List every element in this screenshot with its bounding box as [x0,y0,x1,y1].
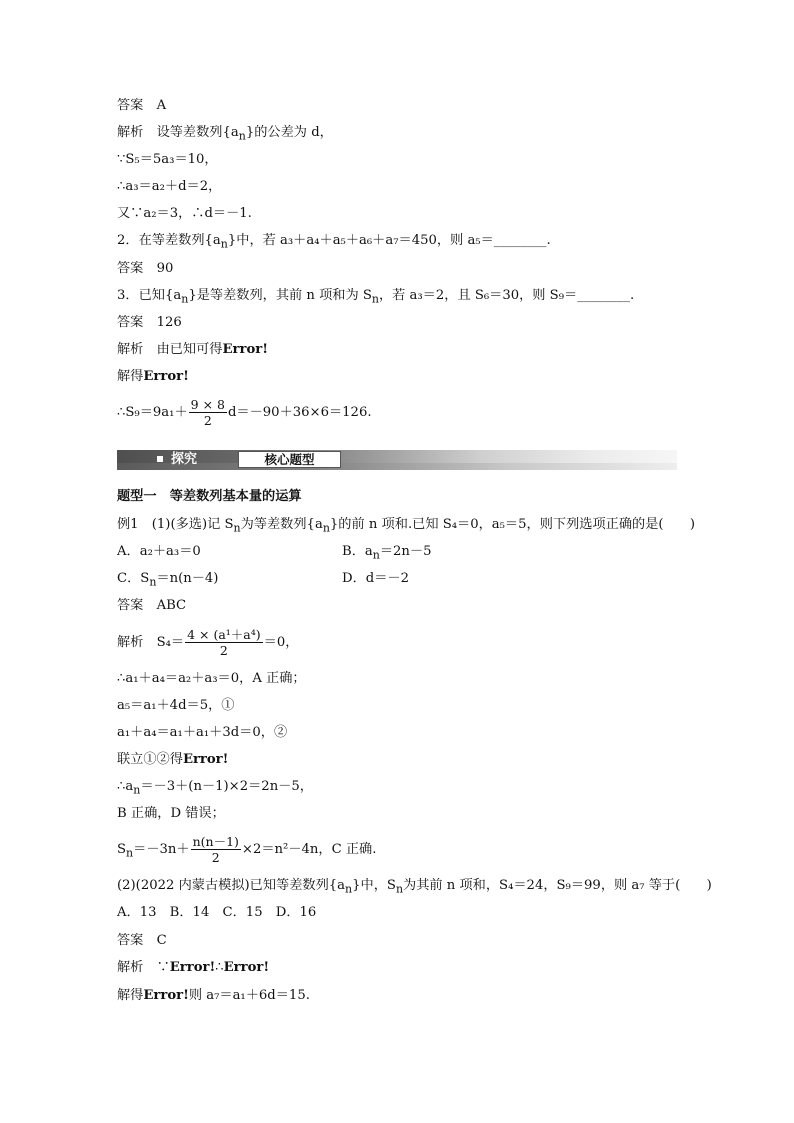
option-c: C．$S_n=n(n-4)$ [117,571,219,589]
analysis-label: 解析 [117,342,144,357]
solution-line: ∴a₁＋a₄＝a₂＋a₃＝0，A 正确； [117,671,306,686]
solution-line: 解得Error!则 a₇＝a₁＋6d＝15. [117,988,310,1003]
example-1-part-2: (2)(2022 内蒙古模拟)已知等差数列$\{a_n\}$中，$S_n$为其前 n 项和，S₄＝24，S₉＝99，则 a₇ 等于( ) [117,878,712,896]
analysis-label: 解析 [117,125,144,140]
solution-line: 解得Error! [117,369,189,384]
example-1: 例1 (1)(多选)记 $S_n$为等差数列$\{a_n\}$的前 n 项和.已知 S₄＝0，a₅＝5，则下列选项正确的是( ) [117,517,696,535]
analysis-line-5: 解析 ∵Error!∴Error! [117,960,270,975]
error-text: Error! [222,342,268,357]
answer-value: 126 [156,315,182,330]
error-text: Error! [182,752,229,767]
analysis-line-1: 解析 设等差数列$\{a_n\}$的公差为 d， [117,125,333,143]
error-text: Error! [169,960,216,975]
solution-line: ∴a₃＝a₂＋d＝2， [117,179,222,194]
answer-value: C [156,933,167,948]
answer-label: 答案 [117,315,144,330]
answer-label: 答案 [117,598,144,613]
banner-bar [117,463,677,470]
solution-line: 又∵a₂＝3，∴d＝－1. [117,206,252,221]
solution-line: $\therefore a_n=-3+(n-1)\times 2=2n-5$， [117,779,313,797]
section-banner [117,450,677,470]
error-text: Error! [223,960,270,975]
error-text: Error! [143,369,189,384]
question-3: 3．已知$\{a_n\}$是等差数列，其前 n 项和为 $S_n$，若 a₃＝2，且 S₆＝30，则 S₉＝________. [117,288,635,306]
solution-line: a₅＝a₁＋4d＝5，① [117,698,235,713]
solution-line: B 正确，D 错误； [117,806,225,821]
solution-formula: ∴S₉＝9a₁＋ $\frac{9 \times 8}{2}$ d＝－90＋36×6＝126. [117,397,372,428]
solution-line: a₁＋a₄＝a₁＋a₁＋3d＝0，② [117,725,288,740]
fraction: $\frac{9 \times 8}{2}$ [190,397,225,428]
solution-line: ∵S₅＝5a₃＝10， [117,152,218,167]
error-text: Error! [143,988,189,1003]
answer-label: 答案 [117,933,144,948]
answer-line-2 [117,260,173,278]
analysis-formula: 解析 S₄＝ $\frac{\text{4 × (a¹＋a⁴)}}{2}$ ＝0， [117,627,299,658]
solution-formula: $S_n=-3n+$ $\frac{n(n-1)}{2}$ ×2＝n²－4n，C 正确. [117,834,377,865]
option-d: D．d＝－2 [342,571,409,586]
analysis-line-3: 解析 由已知可得Error! [117,342,268,357]
answer-line-3 [117,314,182,332]
option-b: B．$a_n=2n-5$ [342,544,432,562]
answer-label: 答案 [117,98,144,113]
answer-line-4 [117,597,186,615]
square-bullet-icon [157,456,163,462]
question-2: 2．在等差数列$\{a_n\}$中，若 a₃＋a₄＋a₅＋a₆＋a₇＝450，则 a₅＝________. [117,233,551,251]
answer-line-1 [117,97,166,115]
answer-value: ABC [156,598,187,613]
options-line: A．13 B．14 C．15 D．16 [117,905,317,920]
answer-value: 90 [156,261,174,276]
option-a: A．a₂＋a₃＝0 [117,544,201,559]
solution-line: 联立①②得Error! [117,752,229,767]
analysis-label: 解析 [117,635,144,650]
banner-title: 探究 [171,452,198,467]
banner-subtitle: 核心题型 [238,451,341,468]
fraction: $\frac{\text{4 × (a¹＋a⁴)}}{2}$ [187,627,261,658]
answer-line-5 [117,932,167,950]
section-title: 题型一 等差数列基本量的运算 [117,489,302,504]
answer-label: 答案 [117,261,144,276]
analysis-label: 解析 [117,960,144,975]
fraction: $\frac{n(n-1)}{2}$ [192,834,239,865]
answer-value: A [156,98,167,113]
